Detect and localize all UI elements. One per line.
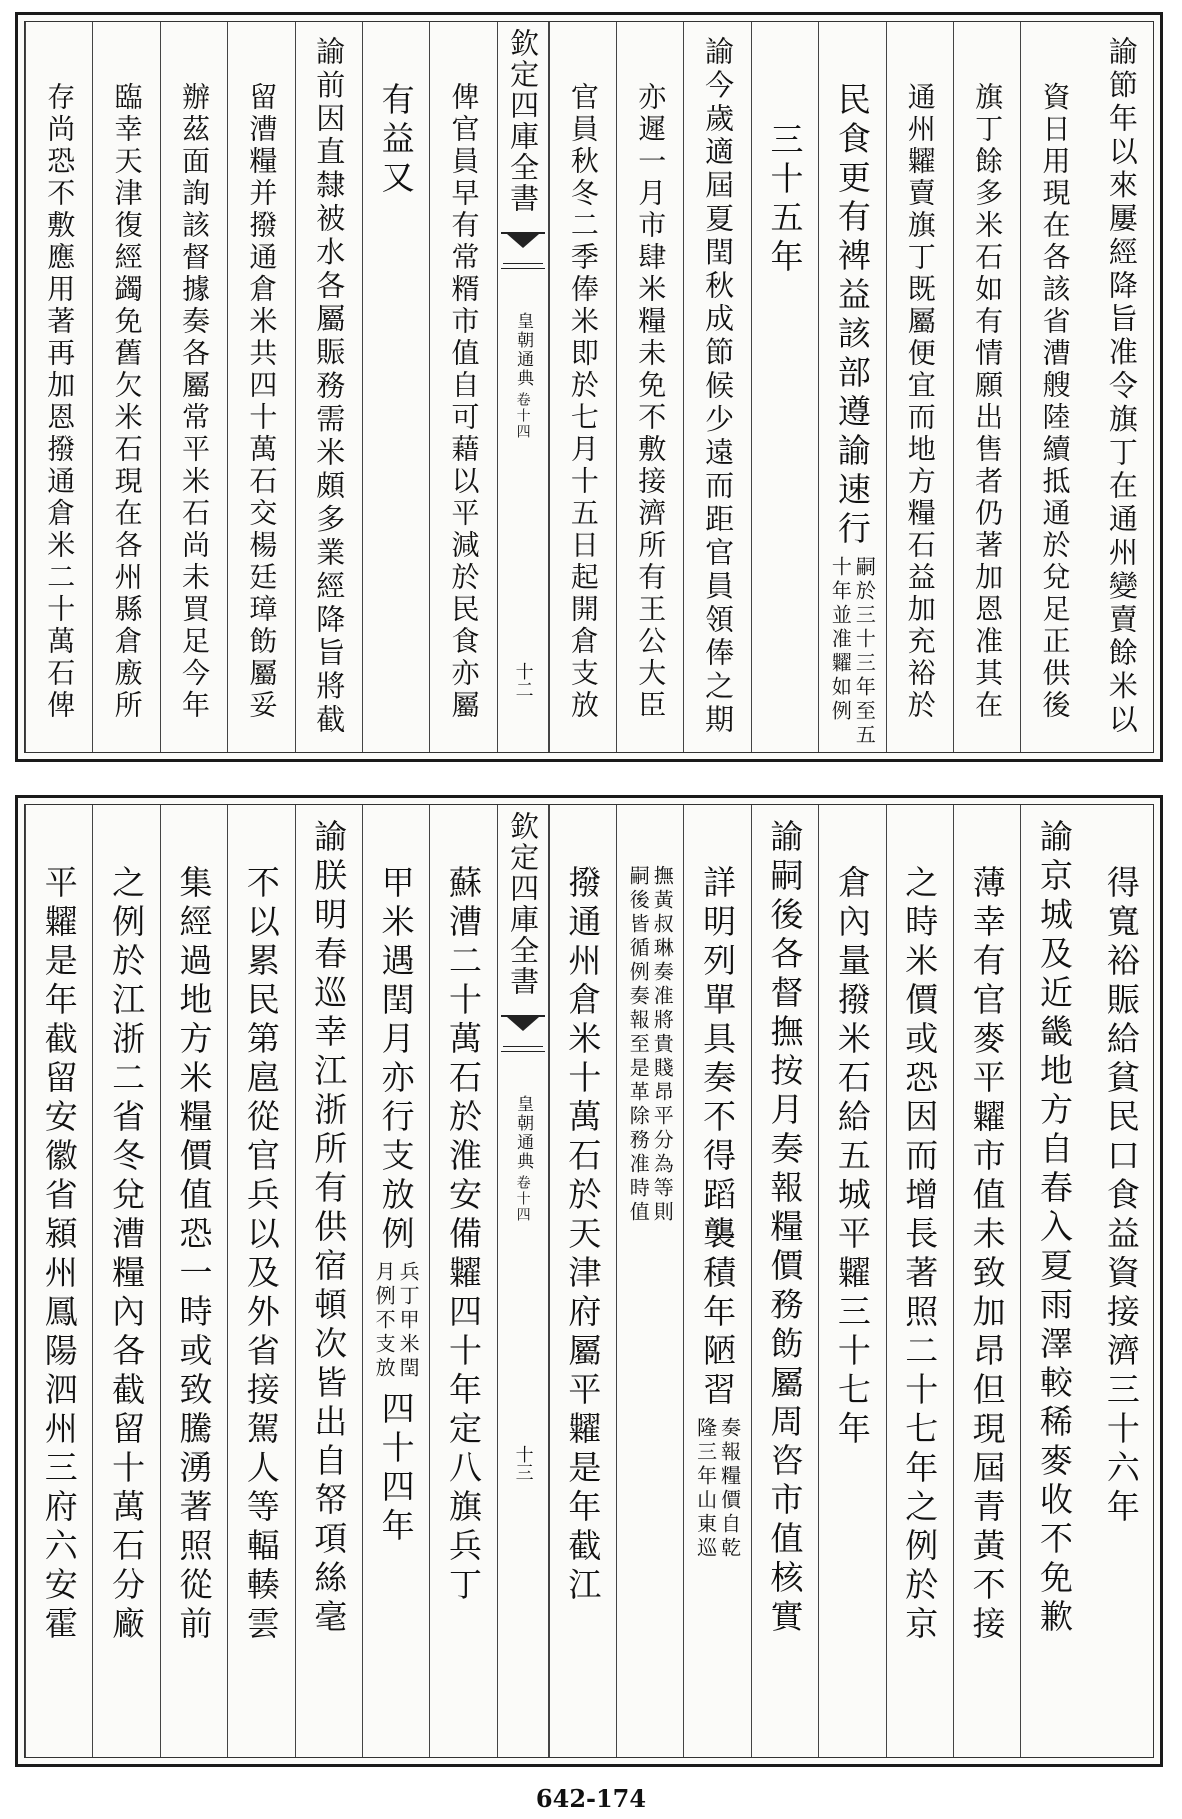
annotation-right: 奏報糧價自乾 — [717, 1417, 742, 1561]
column-text: 倉內量撥米石給五城平糶三十七年 — [832, 865, 872, 1450]
book-spine-margin — [497, 22, 549, 752]
column-text: 官員秋冬二季俸米即於七月十五日起開倉支放 — [566, 82, 600, 722]
text-column — [886, 805, 953, 1757]
column-text: 亦遲一月市肆米糧未免不敷接濟所有王公大臣 — [634, 82, 668, 722]
annotation-left: 嗣後皆循例奏報至是革除務准時值 — [626, 865, 651, 1225]
annotation-right: 撫黃叔琳奏准將貴賤昂平分為等則 — [650, 865, 675, 1225]
page-panel-top — [15, 12, 1163, 762]
text-column — [751, 22, 818, 752]
column-text: 通州糶賣旗丁既屬便宜而地方糧石益加充裕於 — [903, 82, 937, 722]
leaf-number: 十二 — [512, 662, 534, 698]
column-text: 平糶是年截留安徽省潁州鳳陽泗州三府六安霍 — [39, 865, 79, 1645]
book-spine-margin — [497, 805, 549, 1757]
text-column — [160, 22, 227, 752]
annotation-right: 嗣於三十三年至五 — [852, 556, 877, 748]
column-text: 有益又 — [376, 82, 416, 199]
column-text: 諭前因直隸被水各屬賑務需米頗多業經降旨將截 — [312, 36, 347, 738]
text-column — [362, 805, 429, 1757]
text-column — [227, 805, 294, 1757]
column-text: 俾官員早有常糈市值自可藉以平減於民食亦屬 — [447, 82, 481, 722]
column-text: 甲米遇閏月亦行支放例 — [376, 865, 416, 1255]
text-column — [818, 22, 885, 752]
text-column — [429, 22, 496, 752]
column-text: 資日用現在各該省漕艘陸續抵通於兌足正供後 — [1038, 82, 1072, 722]
text-column — [1088, 805, 1155, 1757]
fish-tail-mark — [501, 232, 545, 269]
column-text: 諭今歲適屆夏閏秋成節候少遠而距官員領俸之期 — [701, 36, 736, 738]
volume-label: 卷十四 — [514, 392, 531, 440]
fish-tail-mark — [501, 1015, 545, 1052]
text-column — [25, 805, 92, 1757]
text-column — [683, 805, 750, 1757]
annotation-left: 十年並准糶如例 — [828, 556, 853, 724]
column-text: 諭京城及近畿地方自春入夏雨澤較稀麥收不免歉 — [1034, 819, 1074, 1638]
text-column — [295, 22, 362, 752]
column-text: 薄幸有官麥平糶市值未致加昂但現屆青黃不接 — [967, 865, 1007, 1645]
text-column — [683, 22, 750, 752]
leaf-number: 十三 — [512, 1445, 534, 1481]
page-number: 642-174 — [535, 1784, 647, 1813]
text-column — [818, 805, 885, 1757]
text-column — [549, 22, 616, 752]
work-title: 皇朝通典 — [513, 312, 534, 388]
text-column — [25, 22, 92, 752]
column-text: 撥通州倉米十萬石於天津府屬平糶是年截江 — [563, 865, 603, 1606]
column-text-tail: 四十四年 — [376, 1391, 416, 1547]
text-column — [160, 805, 227, 1757]
text-column — [1020, 805, 1087, 1757]
text-column — [295, 805, 362, 1757]
column-text: 得寬裕賑給貧民口食益資接濟三十六年 — [1101, 865, 1141, 1528]
column-text: 辦茲面詢該督據奏各屬常平米石尚未買足今年 — [177, 82, 211, 722]
volume-label: 卷十四 — [514, 1175, 531, 1223]
page-panel-bottom — [15, 795, 1163, 1767]
column-text: 存尚恐不敷應用著再加恩撥通倉米二十萬石俾 — [43, 82, 77, 722]
text-column — [953, 805, 1020, 1757]
column-text: 留漕糧并撥通倉米共四十萬石交楊廷璋飭屬妥 — [245, 82, 279, 722]
column-text: 諭節年以來屢經降旨准令旗丁在通州變賣餘米以 — [1104, 36, 1139, 738]
text-column — [616, 805, 683, 1757]
text-column — [362, 22, 429, 752]
annotation-left: 隆三年山東巡 — [693, 1417, 718, 1561]
column-text: 之例於江浙二省冬兌漕糧內各截留十萬石分廠 — [107, 865, 147, 1645]
column-text: 之時米價或恐因而增長著照二十七年之例於京 — [900, 865, 940, 1645]
text-column — [227, 22, 294, 752]
text-column — [92, 805, 159, 1757]
column-text: 詳明列單具奏不得蹈襲積年陋習 — [698, 865, 738, 1411]
annotation-left: 月例不支放 — [372, 1261, 397, 1381]
text-column — [429, 805, 496, 1757]
book-title: 欽定四庫全書 — [506, 28, 541, 214]
column-text: 蘇漕二十萬石於淮安備糶四十年定八旗兵丁 — [443, 865, 483, 1606]
text-column — [616, 22, 683, 752]
text-column — [92, 22, 159, 752]
text-column — [1020, 22, 1087, 752]
text-column — [886, 22, 953, 752]
column-text: 集經過地方米糧價值恐一時或致騰湧著照從前 — [174, 865, 214, 1645]
column-text: 民食更有裨益該部遵諭速行 — [832, 82, 872, 550]
text-column — [549, 805, 616, 1757]
work-title: 皇朝通典 — [513, 1095, 534, 1171]
annotation-right: 兵丁甲米閏 — [396, 1261, 421, 1381]
column-text: 諭嗣後各督撫按月奏報糧價務飭屬周咨市值核實 — [765, 819, 805, 1638]
text-column — [1088, 22, 1155, 752]
column-text: 臨幸天津復經蠲免舊欠米石現在各州縣倉廒所 — [110, 82, 144, 722]
column-text: 旗丁餘多米石如有情願出售者仍著加恩准其在 — [971, 82, 1005, 722]
text-column — [953, 22, 1020, 752]
text-column — [751, 805, 818, 1757]
column-text: 不以累民第扈從官兵以及外省接駕人等輻輳雲 — [241, 865, 281, 1645]
book-title: 欽定四庫全書 — [506, 811, 541, 997]
column-text: 諭朕明春巡幸江浙所有供宿頓次皆出自帑項絲毫 — [309, 819, 349, 1638]
column-text: 三十五年 — [765, 122, 805, 278]
